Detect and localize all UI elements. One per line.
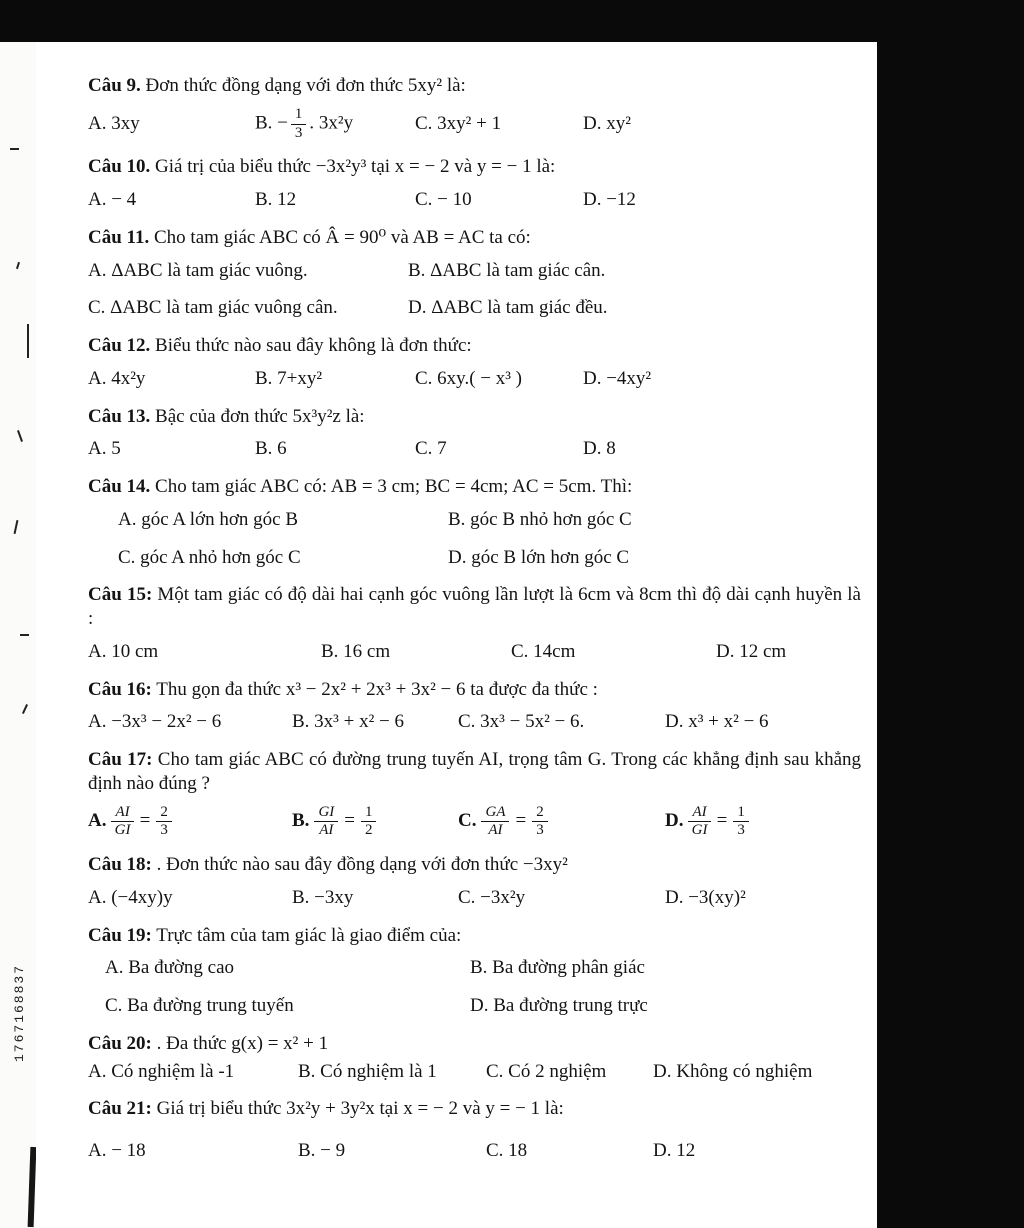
question-number: Câu 11. [88, 226, 150, 248]
option-b: B. Có nghiệm là 1 [298, 1060, 437, 1082]
option-label: C. [458, 810, 477, 832]
fraction-numerator: 1 [361, 805, 377, 823]
question-text: Giá trị của biểu thức −3x²y³ tại x = − 2 và y = − 1 là: [150, 156, 556, 178]
option-d: D. 12 [653, 1140, 696, 1161]
option-b: B. 3x³ + x² − 6 [292, 711, 404, 733]
option-b: B. Ba đường phân giác [470, 957, 645, 979]
option-b: B. 6 [255, 438, 287, 460]
option-d: D. xy² [583, 113, 631, 135]
fraction-numerator: GA [481, 805, 509, 823]
option-a: A. 4x²y [88, 367, 146, 389]
question-number: Câu 17: [88, 749, 153, 770]
equals-sign: = [515, 810, 527, 832]
fraction [156, 805, 172, 840]
scan-mark [14, 520, 19, 534]
fraction-denominator: 3 [737, 822, 745, 839]
scan-black-bar-top [0, 0, 1024, 42]
option-b: B. 16 cm [321, 640, 391, 662]
question-14-options [88, 508, 861, 570]
option-label: B. [292, 810, 310, 832]
question-head [88, 1032, 861, 1056]
question-13-options [88, 437, 861, 461]
option-c: C. Có 2 nghiệm [486, 1060, 607, 1082]
option-a: A. 10 cm [88, 640, 159, 662]
fraction [291, 107, 307, 142]
option-a: A. Ba đường cao [105, 957, 235, 979]
question-text: Bậc của đơn thức 5x³y²z là: [150, 405, 365, 427]
question-number: Câu 15: [88, 584, 153, 606]
fraction-denominator: 2 [364, 822, 373, 839]
question-head [88, 1097, 861, 1121]
fraction-denominator: 3 [160, 822, 168, 839]
fraction-numerator: 1 [733, 805, 749, 823]
scan-mark [22, 704, 28, 714]
option-a: A. góc A lớn hơn góc B [118, 508, 299, 530]
question-text: Đơn thức đồng dạng với đơn thức 5xy² là: [140, 75, 466, 96]
question-21-options [88, 1139, 861, 1163]
question-text: Cho tam giác ABC có Â = 90⁰ và AB = AC ta có: [149, 226, 531, 248]
option-c: C. Ba đường trung tuyến [105, 995, 294, 1016]
option-d: D. ΔABC là tam giác đều. [408, 297, 608, 319]
option-c: C. − 10 [415, 189, 472, 210]
scan-mark [27, 324, 29, 358]
equals-sign: = [716, 810, 728, 832]
question-number: Câu 19: [88, 924, 152, 946]
question-21 [88, 1097, 861, 1163]
option-d: D. Ba đường trung trực [470, 995, 648, 1016]
option-d: D. 12 cm [716, 640, 787, 662]
question-18-options [88, 886, 861, 910]
question-head [88, 924, 861, 948]
question-number: Câu 20: [88, 1032, 152, 1054]
option-d: D. −12 [583, 189, 636, 210]
option-c: C. 3xy² + 1 [415, 113, 502, 135]
fraction-denominator: AI [319, 822, 334, 839]
question-text: . Đa thức g(x) = x² + 1 [151, 1032, 329, 1054]
question-number: Câu 12. [88, 335, 151, 356]
question-15-options [88, 640, 861, 664]
option-d: D. 8 [583, 438, 616, 460]
option-c: C. 14cm [511, 640, 576, 662]
scan-mark [17, 430, 23, 442]
option-c: C. −3x²y [458, 886, 526, 908]
question-11 [88, 226, 861, 320]
option-a: A. 5 [88, 438, 121, 460]
scan-black-bar-right [877, 0, 1024, 1228]
question-19-options [88, 956, 861, 1018]
question-number: Câu 14. [88, 476, 151, 497]
question-13 [88, 405, 861, 462]
option-a: A. −3x³ − 2x² − 6 [88, 711, 222, 733]
option-c [458, 805, 665, 840]
question-9-options [88, 107, 861, 142]
fraction-numerator: 2 [532, 805, 548, 823]
option-d: D. −4xy² [583, 367, 652, 389]
option-b: B. 12 [255, 189, 297, 210]
question-16-options [88, 710, 861, 734]
option-c: C. 7 [415, 438, 447, 460]
question-15 [88, 583, 861, 663]
question-19 [88, 924, 861, 1018]
equals-sign: = [344, 810, 355, 832]
option-a: A. Có nghiệm là -1 [88, 1060, 235, 1082]
fraction-numerator: 1 [291, 107, 307, 125]
question-head [88, 74, 861, 98]
fraction-numerator: 2 [156, 805, 172, 823]
option-c: C. góc A nhỏ hơn góc C [118, 546, 301, 568]
question-11-options [88, 259, 861, 321]
option-b [292, 805, 458, 840]
option-d: D. Không có nghiệm [653, 1060, 813, 1082]
question-head [88, 405, 861, 429]
question-text: Cho tam giác ABC có đường trung tuyến AI, trọng tâm G. Trong các khẳng định sau khẳng định nào đúng ? [88, 749, 862, 794]
scan-mark [20, 634, 29, 636]
option-d: D. −3(xy)² [665, 886, 746, 908]
question-number: Câu 21: [88, 1098, 152, 1120]
question-head [88, 475, 861, 499]
question-text: Một tam giác có độ dài hai cạnh góc vuông lần lượt là 6cm và 8cm thì độ dài cạnh huyền là : [88, 584, 861, 629]
option-d: D. x³ + x² − 6 [665, 711, 769, 733]
fraction [111, 805, 133, 840]
question-10 [88, 155, 861, 212]
scan-mark [10, 148, 19, 150]
question-16 [88, 678, 861, 735]
question-number: Câu 18: [88, 854, 152, 875]
question-text: . Đơn thức nào sau đây đồng dạng với đơn thức −3xy² [151, 854, 568, 875]
option-b: B. góc B nhỏ hơn góc C [448, 508, 632, 530]
question-9 [88, 74, 861, 141]
fraction-numerator: AI [688, 805, 710, 823]
question-head [88, 678, 861, 702]
question-head [88, 853, 861, 877]
question-number: Câu 16: [88, 678, 152, 700]
option-d [665, 805, 861, 840]
fraction [688, 805, 710, 840]
question-head [88, 226, 861, 250]
scan-mark [16, 262, 20, 269]
fraction [314, 805, 338, 840]
option-b: B. −3xy [292, 886, 354, 908]
question-head [88, 155, 861, 179]
option-b: B. 7+xy² [255, 367, 323, 389]
option-a: A. − 18 [88, 1140, 146, 1161]
question-12 [88, 334, 861, 391]
option-a [88, 805, 292, 840]
fraction-denominator: GI [114, 822, 131, 839]
question-number: Câu 13. [88, 405, 151, 427]
fraction-denominator: 3 [536, 822, 544, 839]
question-10-options [88, 188, 861, 212]
question-head [88, 334, 861, 358]
option-label: D. [665, 810, 684, 832]
option-a: A. − 4 [88, 189, 137, 210]
option-label: A. [88, 810, 107, 832]
question-14 [88, 475, 861, 569]
question-20 [88, 1032, 861, 1084]
option-a: A. (−4xy)y [88, 886, 173, 908]
option-c: C. ΔABC là tam giác vuông cân. [88, 297, 338, 319]
question-12-options [88, 367, 861, 391]
option-c: C. 3x³ − 5x² − 6. [458, 711, 585, 733]
question-head [88, 748, 861, 796]
fraction-numerator: GI [314, 805, 338, 823]
fraction-denominator: 3 [294, 124, 303, 141]
fraction-denominator: AI [488, 822, 503, 839]
option-c: C. 18 [486, 1140, 528, 1161]
fraction [733, 805, 749, 840]
question-17-options [88, 805, 861, 840]
question-number: Câu 9. [88, 75, 141, 96]
question-text: Giá trị biểu thức 3x²y + 3y²x tại x = − 2 và y = − 1 là: [151, 1098, 564, 1120]
question-text: Thu gọn đa thức x³ − 2x² + 2x³ + 3x² − 6 ta được đa thức : [151, 678, 598, 700]
equals-sign: = [139, 810, 151, 832]
option-b: B. ΔABC là tam giác cân. [408, 259, 606, 281]
option-b [255, 107, 415, 142]
option-c: C. 6xy.( − x³ ) [415, 367, 523, 389]
option-tail: . 3x²y [309, 112, 354, 134]
fraction [532, 805, 548, 840]
option-b: B. − 9 [298, 1140, 346, 1161]
fraction-denominator: GI [691, 822, 708, 839]
question-17 [88, 748, 861, 839]
option-a: A. ΔABC là tam giác vuông. [88, 259, 308, 281]
question-head [88, 583, 861, 631]
question-text: Cho tam giác ABC có: AB = 3 cm; BC = 4cm; AC = 5cm. Thì: [150, 476, 633, 497]
fraction-numerator: AI [111, 805, 133, 823]
exam-page [36, 42, 877, 1228]
fraction [361, 805, 377, 840]
option-d: D. góc B lớn hơn góc C [448, 546, 630, 568]
option-a: A. 3xy [88, 113, 140, 135]
question-20-options [88, 1060, 861, 1084]
question-text: Trực tâm của tam giác là giao điểm của: [151, 924, 462, 946]
option-label: B. − [255, 112, 288, 134]
scan-margin-handwriting: 1767168837 [12, 963, 27, 1062]
scan-left-margin [0, 42, 36, 1228]
question-text: Biểu thức nào sau đây không là đơn thức: [150, 335, 472, 356]
question-18 [88, 853, 861, 910]
question-number: Câu 10. [88, 156, 151, 178]
fraction [481, 805, 509, 840]
